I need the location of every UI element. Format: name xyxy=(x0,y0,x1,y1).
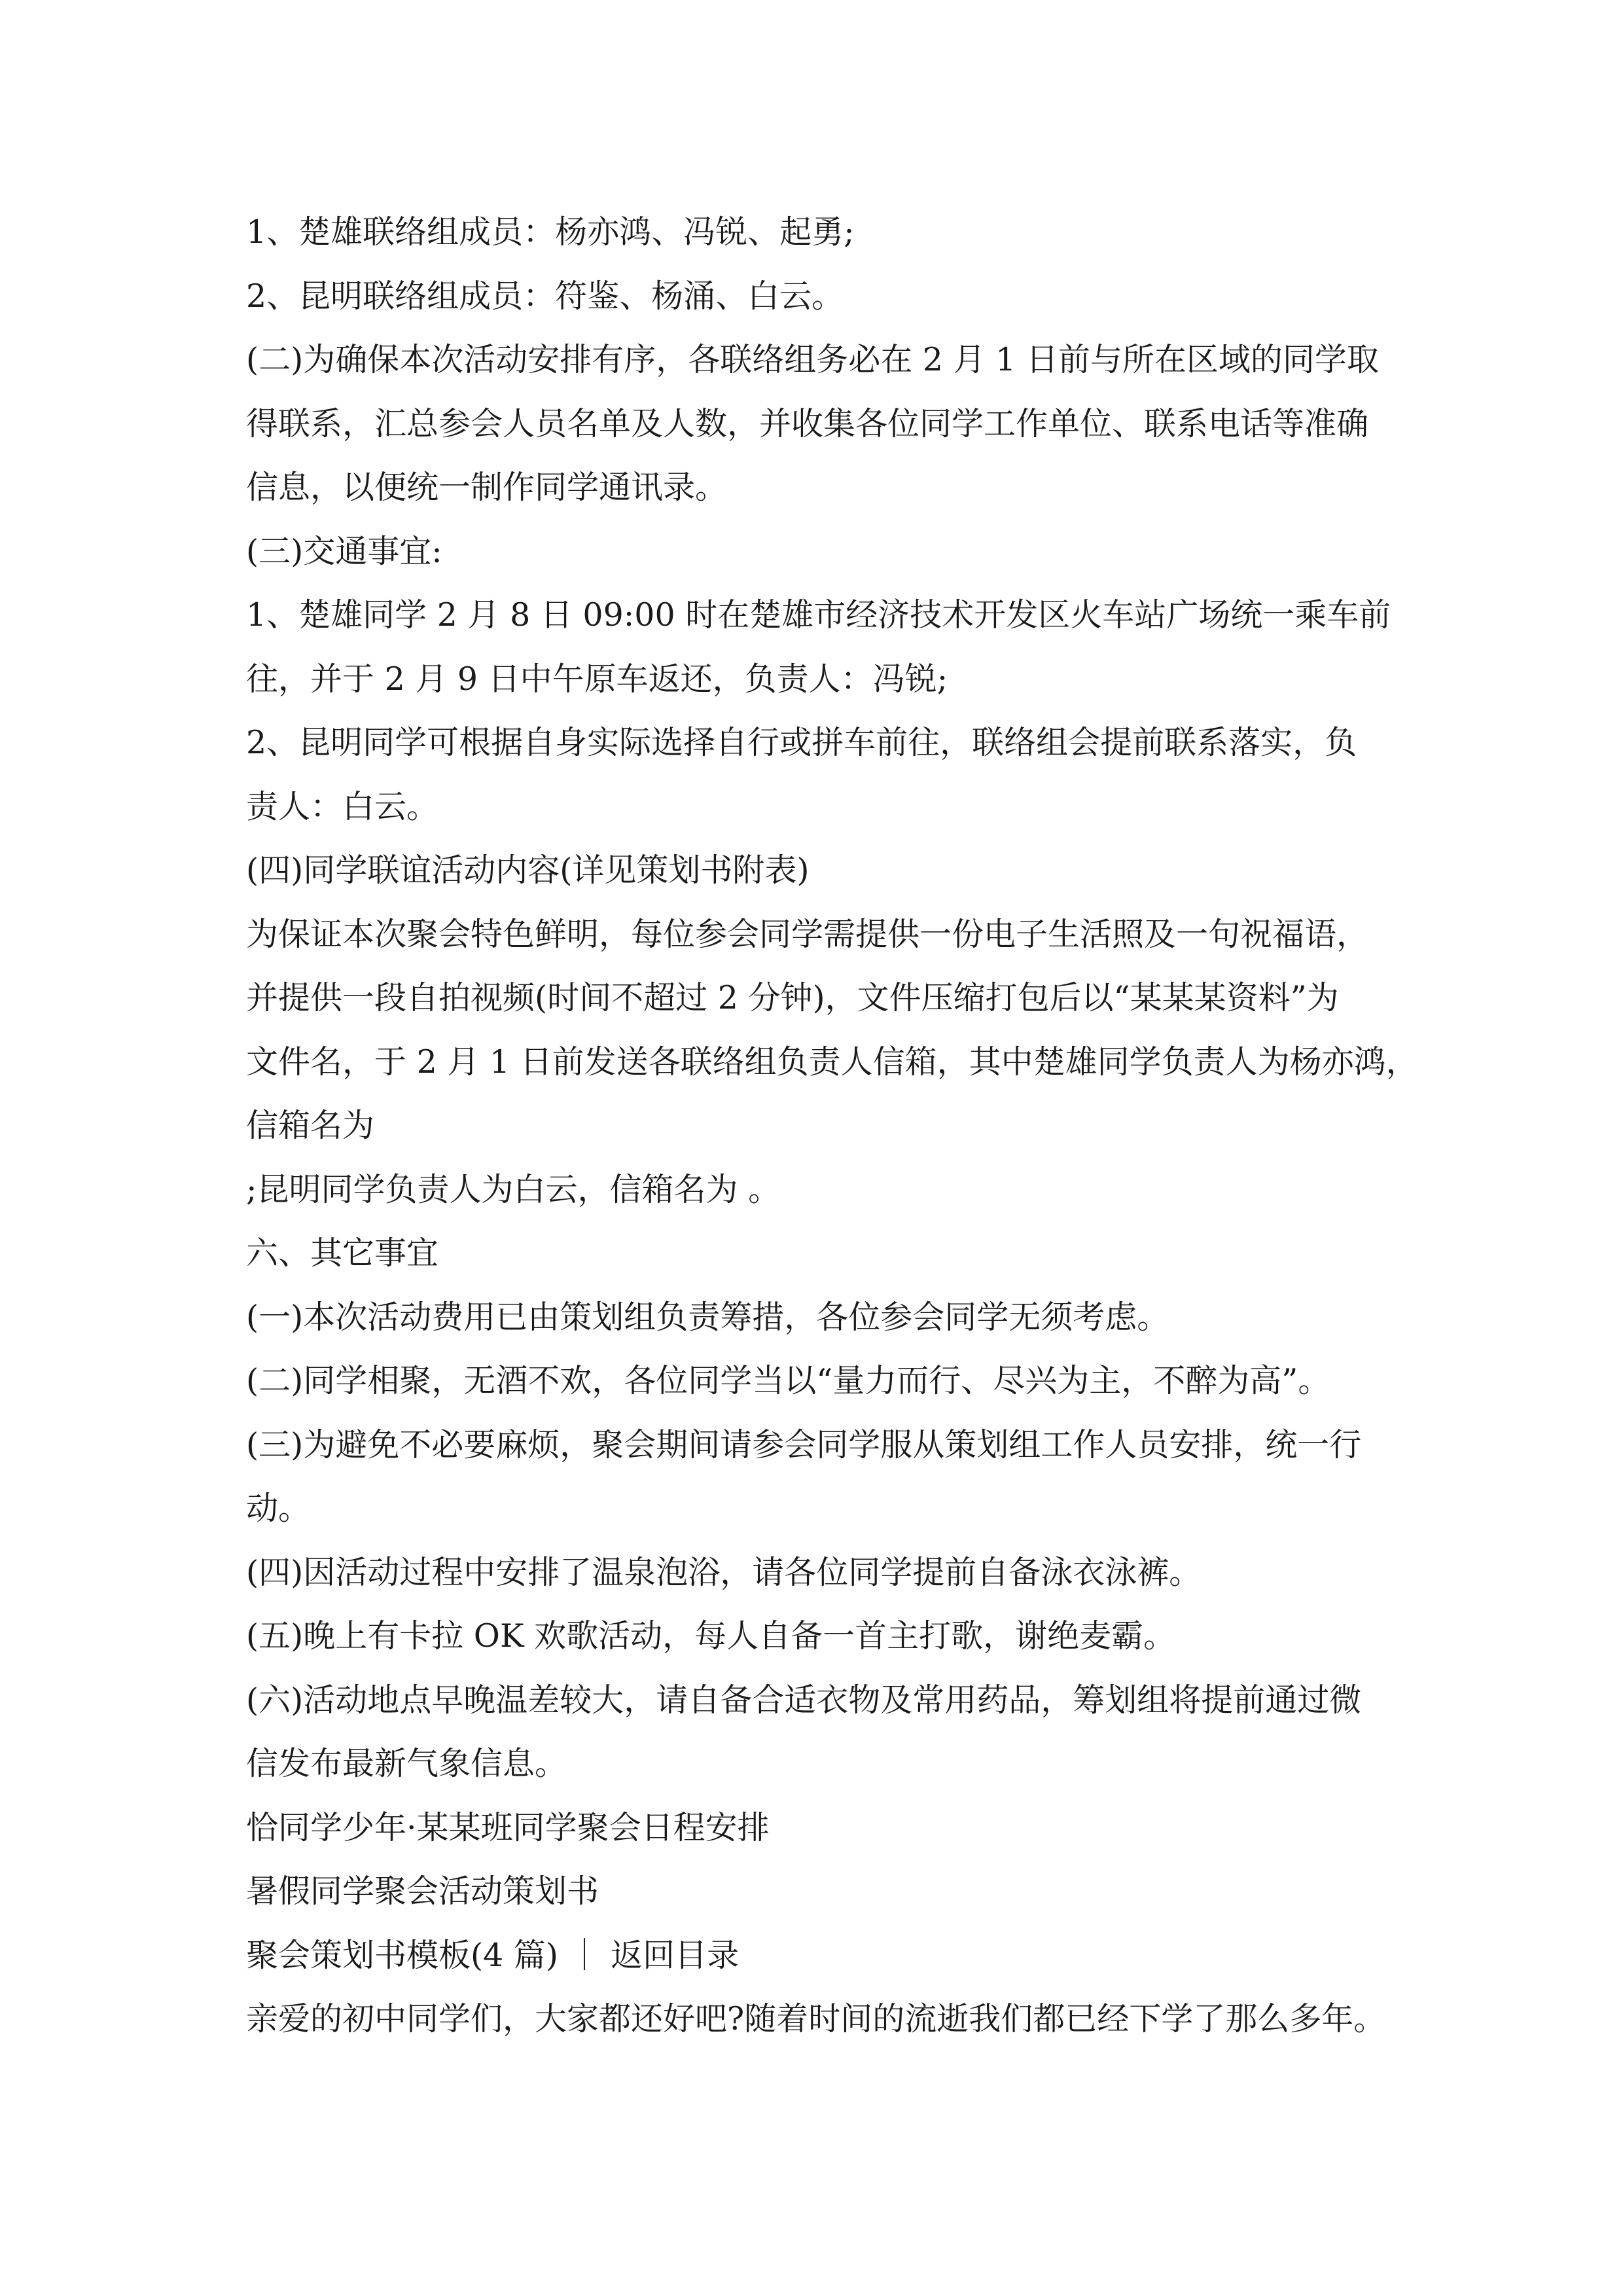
text-line: (三)为避免不必要麻烦，聚会期间请参会同学服从策划组工作人员安排，统一行 xyxy=(246,1426,1362,1463)
section-heading: 六、其它事宜 xyxy=(246,1234,439,1272)
text-line: (六)活动地点早晚温差较大，请自备合适衣物及常用药品，筹划组将提前通过微 xyxy=(246,1681,1362,1719)
return-to-contents-link[interactable]: 聚会策划书模板(4 篇) ｜ 返回目录 xyxy=(246,1936,740,1974)
text-line: (二)为确保本次活动安排有序，各联络组务必在 2 月 1 日前与所在区域的同学取 xyxy=(246,341,1379,378)
text-line: (四)因活动过程中安排了温泉泡浴，请各位同学提前自备泳衣泳裤。 xyxy=(246,1553,1202,1591)
text-line: 信箱名为 xyxy=(246,1107,375,1144)
text-line: 信息，以便统一制作同学通讯录。 xyxy=(246,469,728,506)
section-heading: (三)交通事宜: xyxy=(246,532,442,570)
title-line: 恰同学少年·某某班同学聚会日程安排 xyxy=(246,1808,770,1846)
text-line: (二)同学相聚，无酒不欢，各位同学当以“量力而行、尽兴为主，不醉为高”。 xyxy=(246,1362,1330,1399)
text-line: (五)晚上有卡拉 OK 欢歌活动，每人自备一首主打歌，谢绝麦霸。 xyxy=(246,1617,1176,1655)
text-line: 信发布最新气象信息。 xyxy=(246,1745,567,1782)
text-line: 得联系，汇总参会人员名单及人数，并收集各位同学工作单位、联系电话等准确 xyxy=(246,404,1369,442)
title-line: 暑假同学聚会活动策划书 xyxy=(246,1873,599,1910)
section-heading: (四)同学联谊活动内容(详见策划书附表) xyxy=(246,852,810,889)
text-line: 动。 xyxy=(246,1490,311,1527)
text-line: 2、昆明联络组成员：符鉴、杨涌、白云。 xyxy=(246,277,844,315)
text-line: 1、楚雄同学 2 月 8 日 09:00 时在楚雄市经济技术开发区火车站广场统一乘车前 xyxy=(246,596,1391,634)
text-line: ;昆明同学负责人为白云，信箱名为 。 xyxy=(246,1170,781,1208)
text-line: 文件名，于 2 月 1 日前发送各联络组负责人信箱，其中楚雄同学负责人为杨亦鸿， xyxy=(246,1043,1418,1081)
text-line: 亲爱的初中同学们，大家都还好吧?随着时间的流逝我们都已经下学了那么多年。 xyxy=(246,2000,1386,2037)
text-line: 责人：白云。 xyxy=(246,787,439,825)
text-line: (一)本次活动费用已由策划组负责筹措，各位参会同学无须考虑。 xyxy=(246,1298,1169,1336)
text-line: 为保证本次聚会特色鲜明，每位参会同学需提供一份电子生活照及一句祝福语， xyxy=(246,915,1369,953)
text-line: 往，并于 2 月 9 日中午原车返还，负责人：冯锐; xyxy=(246,660,948,698)
document-page xyxy=(246,200,1418,2051)
text-line: 2、昆明同学可根据自身实际选择自行或拼车前往，联络组会提前联系落实，负 xyxy=(246,724,1357,761)
text-line: 1、楚雄联络组成员：杨亦鸿、冯锐、起勇; xyxy=(246,213,855,251)
text-line: 并提供一段自拍视频(时间不超过 2 分钟)，文件压缩打包后以“某某某资料”为 xyxy=(246,979,1339,1016)
